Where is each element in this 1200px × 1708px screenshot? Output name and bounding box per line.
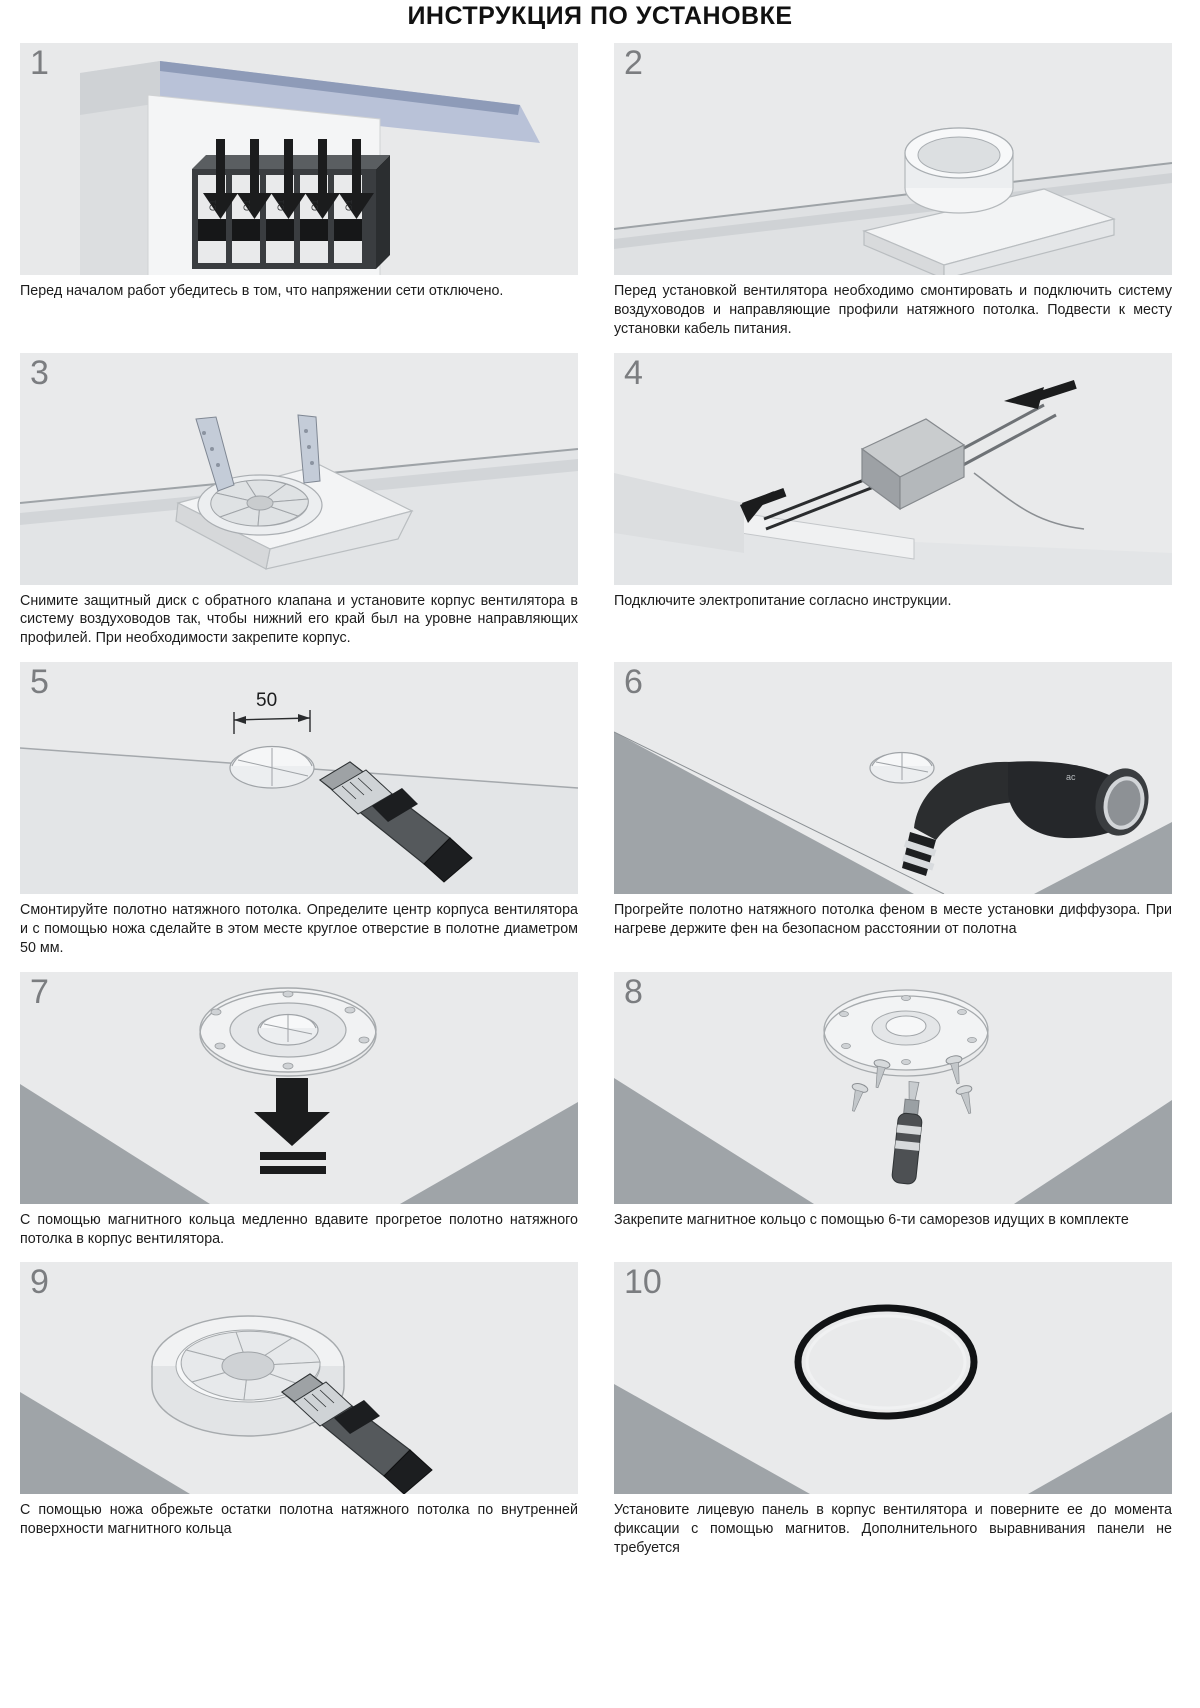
step-5-illustration bbox=[20, 662, 578, 894]
step-3 bbox=[20, 353, 578, 649]
screw-fixing-drawing bbox=[614, 972, 1172, 1204]
breaker-label: C1 bbox=[310, 199, 320, 211]
step-1-illustration bbox=[20, 43, 578, 275]
step-6 bbox=[614, 662, 1172, 958]
step-caption: Установите лицевую панель в корпус вентилятора и поверните ее до момента фиксации с помощью магнитов. Дополнительного выравнивания панели не требуется bbox=[614, 1502, 1172, 1557]
step-1 bbox=[20, 43, 578, 339]
breaker-label: C1 bbox=[242, 199, 252, 211]
step-number: 3 bbox=[30, 353, 49, 392]
steps-grid bbox=[8, 43, 1192, 1572]
wiring-connector-drawing bbox=[614, 353, 1172, 585]
cut-hole-drawing bbox=[20, 662, 578, 894]
step-caption: С помощью магнитного кольца медленно вдавите прогретое полотно натяжного потолка в корпус вентилятора. bbox=[20, 1211, 578, 1247]
svg-text:ас: ас bbox=[1066, 772, 1076, 783]
step-4 bbox=[614, 353, 1172, 649]
step-caption: Перед установкой вентилятора необходимо смонтировать и подключить систему воздуховодов и направляющие профили натяжного потолка. Подвести к месту установки кабель питания. bbox=[614, 283, 1172, 337]
page-title: ИНСТРУКЦИЯ ПО УСТАНОВКЕ bbox=[407, 2, 793, 30]
step-caption: Подключите электропитание согласно инструкции. bbox=[614, 592, 952, 609]
step-10 bbox=[614, 1262, 1172, 1558]
step-4-illustration bbox=[614, 353, 1172, 585]
step-5 bbox=[20, 662, 578, 958]
step-9 bbox=[20, 1262, 578, 1558]
fan-body-install-drawing bbox=[20, 353, 578, 585]
dimension-label: 50 bbox=[256, 690, 278, 712]
step-number: 5 bbox=[30, 663, 49, 702]
step-8 bbox=[614, 972, 1172, 1249]
magnet-ring-press-drawing bbox=[20, 972, 578, 1204]
step-8-illustration bbox=[614, 972, 1172, 1204]
step-caption: Перед началом работ убедитесь в том, что напряжении сети отключено. bbox=[20, 283, 504, 299]
face-panel-drawing bbox=[614, 1262, 1172, 1494]
step-7-illustration bbox=[20, 972, 578, 1204]
step-caption: Смонтируйте полотно натяжного потолка. Определите центр корпуса вентилятора и с помощью ножа сделайте в этом месте круглое отверстие в полотне диаметром 50 мм. bbox=[20, 902, 578, 956]
breaker-label: C1 bbox=[344, 199, 354, 211]
step-3-illustration bbox=[20, 353, 578, 585]
step-number: 2 bbox=[624, 44, 643, 82]
step-9-illustration bbox=[20, 1262, 578, 1494]
trim-excess-drawing bbox=[20, 1262, 578, 1494]
step-7 bbox=[20, 972, 578, 1249]
step-10-illustration bbox=[614, 1262, 1172, 1494]
step-2 bbox=[614, 43, 1172, 339]
step-caption: Закрепите магнитное кольцо с помощью 6-ти саморезов идущих в комплекте bbox=[614, 1211, 1129, 1228]
step-number: 4 bbox=[624, 353, 643, 392]
step-number: 9 bbox=[30, 1263, 49, 1302]
instruction-page bbox=[0, 2, 1200, 1572]
duct-mount-drawing bbox=[614, 43, 1172, 275]
step-number: 7 bbox=[30, 972, 49, 1011]
step-caption: Прогрейте полотно натяжного потолка феном в месте установки диффузора. При нагреве держите фен на безопасном расстоянии от полотна bbox=[614, 902, 1172, 938]
step-number: 6 bbox=[624, 663, 643, 702]
step-number: 10 bbox=[624, 1263, 662, 1302]
step-2-illustration bbox=[614, 43, 1172, 275]
step-caption: С помощью ножа обрежьте остатки полотна натяжного потолка по внутренней поверхности магнитного кольца bbox=[20, 1502, 578, 1538]
breaker-label: C1 bbox=[276, 199, 286, 211]
step-6-illustration bbox=[614, 662, 1172, 894]
breaker-panel-drawing bbox=[20, 43, 578, 275]
breaker-label: C1 bbox=[208, 199, 218, 211]
step-caption: Снимите защитный диск с обратного клапана и установите корпус вентилятора в систему воздуховодов так, чтобы нижний его край был на уровне направляющих профилей. При необходимости закрепите корпус. bbox=[20, 592, 578, 647]
step-number: 1 bbox=[30, 44, 49, 82]
hairdryer-heating-drawing bbox=[614, 662, 1172, 894]
step-number: 8 bbox=[624, 972, 643, 1011]
